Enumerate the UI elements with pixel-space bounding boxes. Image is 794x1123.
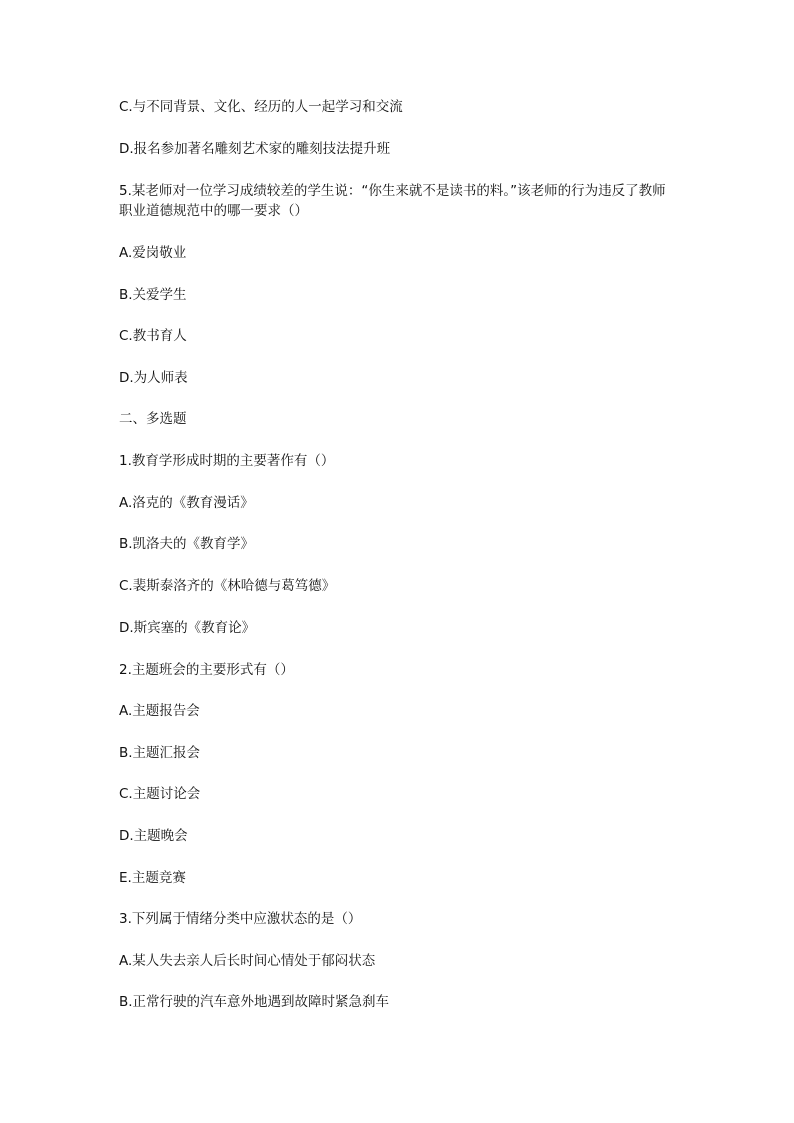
option-a-text: A.某人失去亲人后长时间心情处于郁闷状态 (119, 953, 376, 969)
question-3-text: 3.下列属于情绪分类中应激状态的是（） (119, 911, 362, 927)
option-d-text: D.斯宾塞的《教育论》 (119, 620, 256, 636)
option-d-text: D.报名参加著名雕刻艺术家的雕刻技法提升班 (119, 141, 391, 157)
question-1-text: 1.教育学形成时期的主要著作有（） (119, 453, 335, 469)
option-b-text: B.关爱学生 (119, 287, 187, 303)
option-c-text: C.与不同背景、文化、经历的人一起学习和交流 (119, 99, 403, 115)
option-d-text: D.主题晚会 (119, 828, 188, 844)
question-2-text: 2.主题班会的主要形式有（） (119, 662, 294, 678)
option-c-text: C.裴斯泰洛齐的《林哈德与葛笃德》 (119, 578, 336, 594)
option-a-text: A.主题报告会 (119, 703, 200, 719)
option-b-text: B.凯洛夫的《教育学》 (119, 536, 255, 552)
option-d-text: D.为人师表 (119, 370, 188, 386)
question-5-text: 5.某老师对一位学习成绩较差的学生说：“你生来就不是读书的料。”该老师的行为违反了教师职业道德规范中的哪一要求（） (119, 183, 666, 219)
option-b-text: B.正常行驶的汽车意外地遇到故障时紧急刹车 (119, 994, 390, 1010)
option-c-text: C.主题讨论会 (119, 786, 201, 802)
section-heading: 二、多选题 (119, 411, 187, 427)
option-b-text: B.主题汇报会 (119, 745, 201, 761)
option-c-text: C.教书育人 (119, 328, 187, 344)
option-a-text: A.洛克的《教育漫话》 (119, 495, 254, 511)
option-a-text: A.爱岗敬业 (119, 245, 187, 261)
option-e-text: E.主题竞赛 (119, 870, 186, 886)
